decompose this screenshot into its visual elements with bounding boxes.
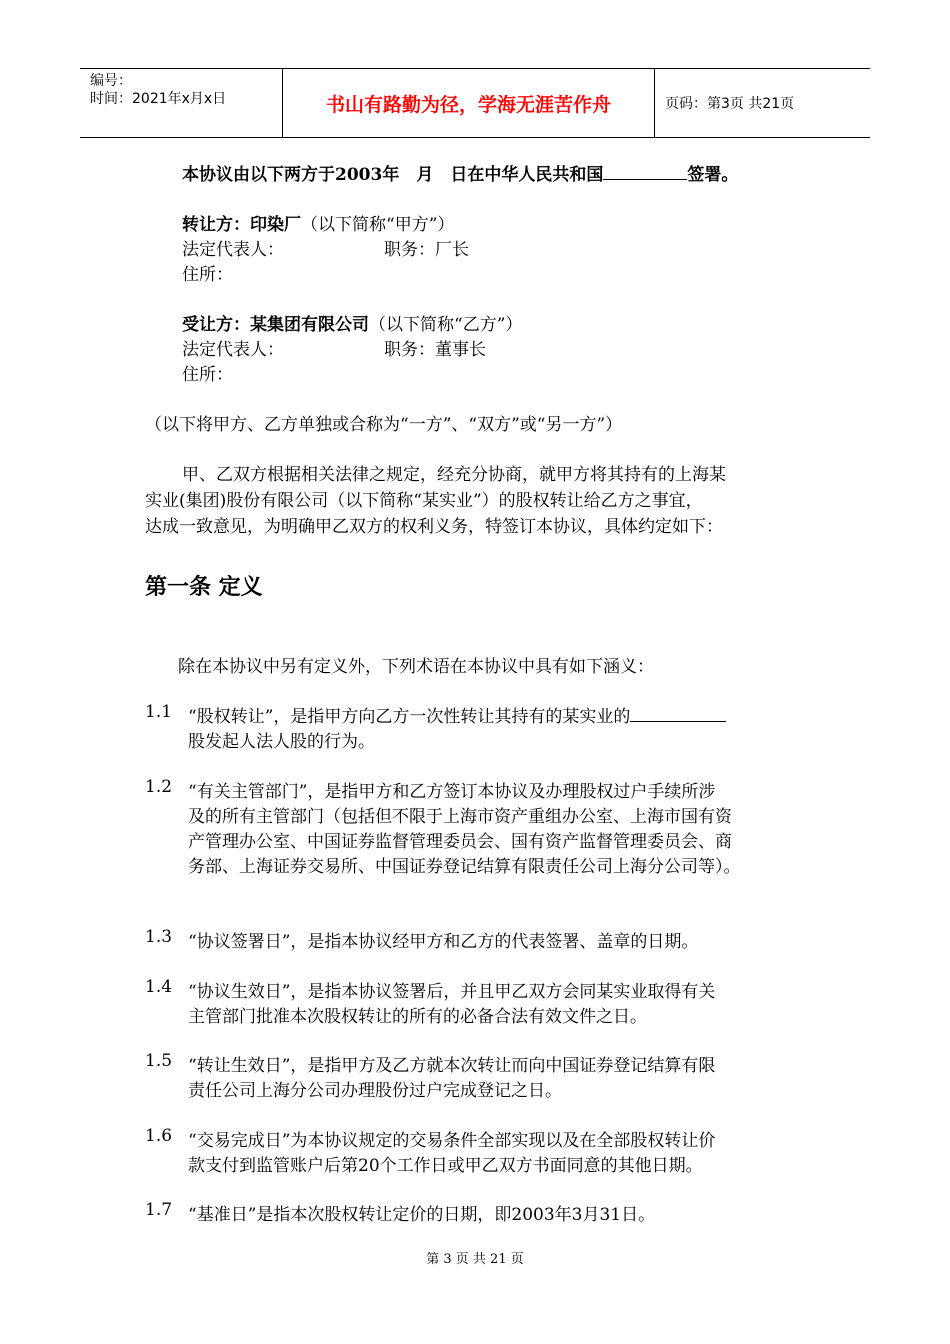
transferee-rep: 法定代表人：: [182, 340, 284, 360]
header-page-info: 页码：第3页 共21页: [665, 96, 795, 112]
preamble-line-2: 实业(集团)股份有限公司（以下简称“某实业”）的股权转让给乙方之事宜，: [145, 491, 703, 511]
time-label: 时间：2021年x月x日: [90, 91, 227, 107]
item-text: “协议生效日”，是指本协议签署后，并且甲乙双方会同某实业取得有关: [188, 982, 716, 1002]
intro-line: 本协议由以下两方于2003年 月 日在中华人民共和国 签署。: [182, 160, 738, 185]
preamble-line-1: 甲、乙双方根据相关法律之规定，经充分协商，就甲方将其持有的上海某: [182, 465, 726, 485]
page-footer: 第 3 页 共 21 页: [426, 1252, 524, 1267]
item-text: 主管部门批准本次股权转让的所有的必备合法有效文件之日。: [188, 1007, 647, 1027]
item-number: 1.4: [145, 977, 173, 997]
transferee-line: 受让方：某集团有限公司（以下简称“乙方”）: [182, 315, 523, 335]
item-text: 产管理办公室、中国证券监督管理委员会、国有资产监督管理委员会、商: [188, 832, 732, 852]
transferee-address: 住所：: [182, 365, 233, 385]
parties-note: （以下将甲方、乙方单独或合称为“一方”、“双方”或“另一方”）: [145, 415, 623, 435]
item-number: 1.7: [145, 1200, 173, 1220]
header-motto: 书山有路勤为径，学海无涯苦作舟: [282, 69, 655, 137]
item-text: “交易完成日”为本协议规定的交易条件全部实现以及在全部股权转让价: [188, 1131, 716, 1151]
item-text: 款支付到监管账户后第20个工作日或甲乙双方书面同意的其他日期。: [188, 1156, 703, 1176]
header-meta: [80, 69, 282, 137]
item-number: 1.3: [145, 927, 173, 947]
item-number: 1.1: [145, 702, 173, 722]
item-text: “基准日”是指本次股权转让定价的日期，即2003年3月31日。: [188, 1205, 656, 1225]
item-text: “转让生效日”，是指甲方及乙方就本次转让而向中国证券登记结算有限: [188, 1056, 716, 1076]
transferor-line: 转让方：印染厂（以下简称“甲方”）: [182, 215, 455, 235]
article-title: 第一条 定义: [145, 575, 263, 600]
definitions-intro: 除在本协议中另有定义外，下列术语在本协议中具有如下涵义：: [178, 657, 654, 677]
item-number: 1.5: [145, 1051, 173, 1071]
item-number: 1.2: [145, 777, 173, 797]
item-text: “有关主管部门”，是指甲方和乙方签订本协议及办理股权过户手续所涉: [188, 782, 716, 802]
transferee-position: 职务：董事长: [384, 340, 486, 360]
shares-blank: [630, 704, 726, 722]
page-header: [80, 68, 870, 138]
item-text: 股发起人法人股的行为。: [188, 732, 375, 752]
preamble-line-3: 达成一致意见，为明确甲乙双方的权利义务，特签订本协议，具体约定如下：: [145, 517, 723, 537]
item-number: 1.6: [145, 1126, 173, 1146]
number-label: 编号：: [90, 73, 132, 89]
item-text: 及的所有主管部门（包括但不限于上海市资产重组办公室、上海市国有资: [188, 807, 732, 827]
country-blank: [603, 162, 687, 180]
transferor-address: 住所：: [182, 265, 233, 285]
item-text: “股权转让”，是指甲方向乙方一次性转让其持有的某实业的: [188, 702, 726, 727]
transferor-position: 职务：厂长: [384, 240, 469, 260]
transferor-rep: 法定代表人：: [182, 240, 284, 260]
item-text: 责任公司上海分公司办理股份过户完成登记之日。: [188, 1081, 562, 1101]
item-text: 务部、上海证券交易所、中国证券登记结算有限责任公司上海分公司等）。: [188, 857, 741, 877]
item-text: “协议签署日”，是指本协议经甲方和乙方的代表签署、盖章的日期。: [188, 932, 699, 952]
